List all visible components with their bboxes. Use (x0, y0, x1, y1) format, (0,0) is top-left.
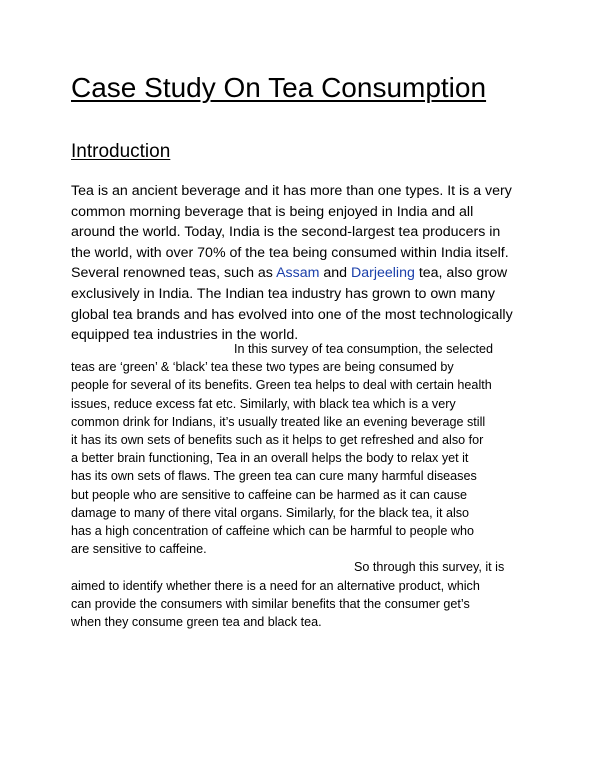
section-heading-introduction: Introduction (71, 141, 171, 162)
paragraph-line: but people who are sensitive to caffeine can be harmed as it can cause (71, 487, 468, 502)
document-title: Case Study On Tea Consumption (71, 72, 487, 103)
paragraph-text: tea, also grow (414, 265, 508, 282)
paragraph-line: are sensitive to caffeine. (71, 542, 207, 557)
intro-paragraph (71, 181, 541, 346)
paragraph-line: damage to many of there vital organs. Similarly, for the black tea, it also (71, 505, 470, 520)
paragraph-line: when they consume green tea and black tea. (71, 615, 322, 630)
paragraph-line: around the world. Today, India is the second-largest tea producers in (71, 224, 501, 241)
paragraph-line: common drink for Indians, it’s usually treated like an evening beverage still (71, 414, 486, 429)
paragraph-line (71, 263, 541, 284)
paragraph-line: exclusively in India. The Indian tea industry has grown to own many (71, 285, 496, 302)
survey-paragraph (71, 340, 541, 631)
paragraph-line: equipped tea industries in the world. (71, 327, 299, 344)
paragraph-text: and (319, 265, 351, 282)
paragraph-line: issues, reduce excess fat etc. Similarly, with black tea which is a very (71, 396, 456, 411)
paragraph-line: a better brain functioning, Tea in an overall helps the body to relax yet it (71, 451, 469, 466)
link-darjeeling[interactable]: Darjeeling (350, 265, 415, 282)
paragraph-line: people for several of its benefits. Green tea helps to deal with certain health (71, 378, 492, 393)
paragraph-line: In this survey of tea consumption, the selected (234, 342, 494, 356)
paragraph-line: has its own sets of flaws. The green tea can cure many harmful diseases (71, 469, 477, 484)
paragraph-line: it has its own sets of benefits such as it helps to get refreshed and also for (71, 433, 484, 448)
paragraph-line: has a high concentration of caffeine which can be harmful to people who (71, 524, 475, 539)
paragraph-line: the world, with over 70% of the tea being consumed within India itself. (71, 244, 509, 261)
link-assam[interactable]: Assam (276, 265, 320, 282)
paragraph-line: aimed to identify whether there is a need for an alternative product, which (71, 578, 480, 593)
paragraph-line: teas are ‘green’ & ‘black’ tea these two types are being consumed by (71, 360, 454, 375)
paragraph-line: So through this survey, it is (354, 560, 505, 575)
paragraph-line: Tea is an ancient beverage and it has more than one types. It is a very (71, 183, 512, 199)
paragraph-text: Several renowned teas, such as (71, 265, 277, 282)
paragraph-line: global tea brands and has evolved into one of the most technologically (71, 306, 513, 323)
paragraph-line: can provide the consumers with similar benefits that the consumer get’s (71, 596, 470, 611)
paragraph-line: common morning beverage that is being enjoyed in India and all (71, 203, 474, 220)
